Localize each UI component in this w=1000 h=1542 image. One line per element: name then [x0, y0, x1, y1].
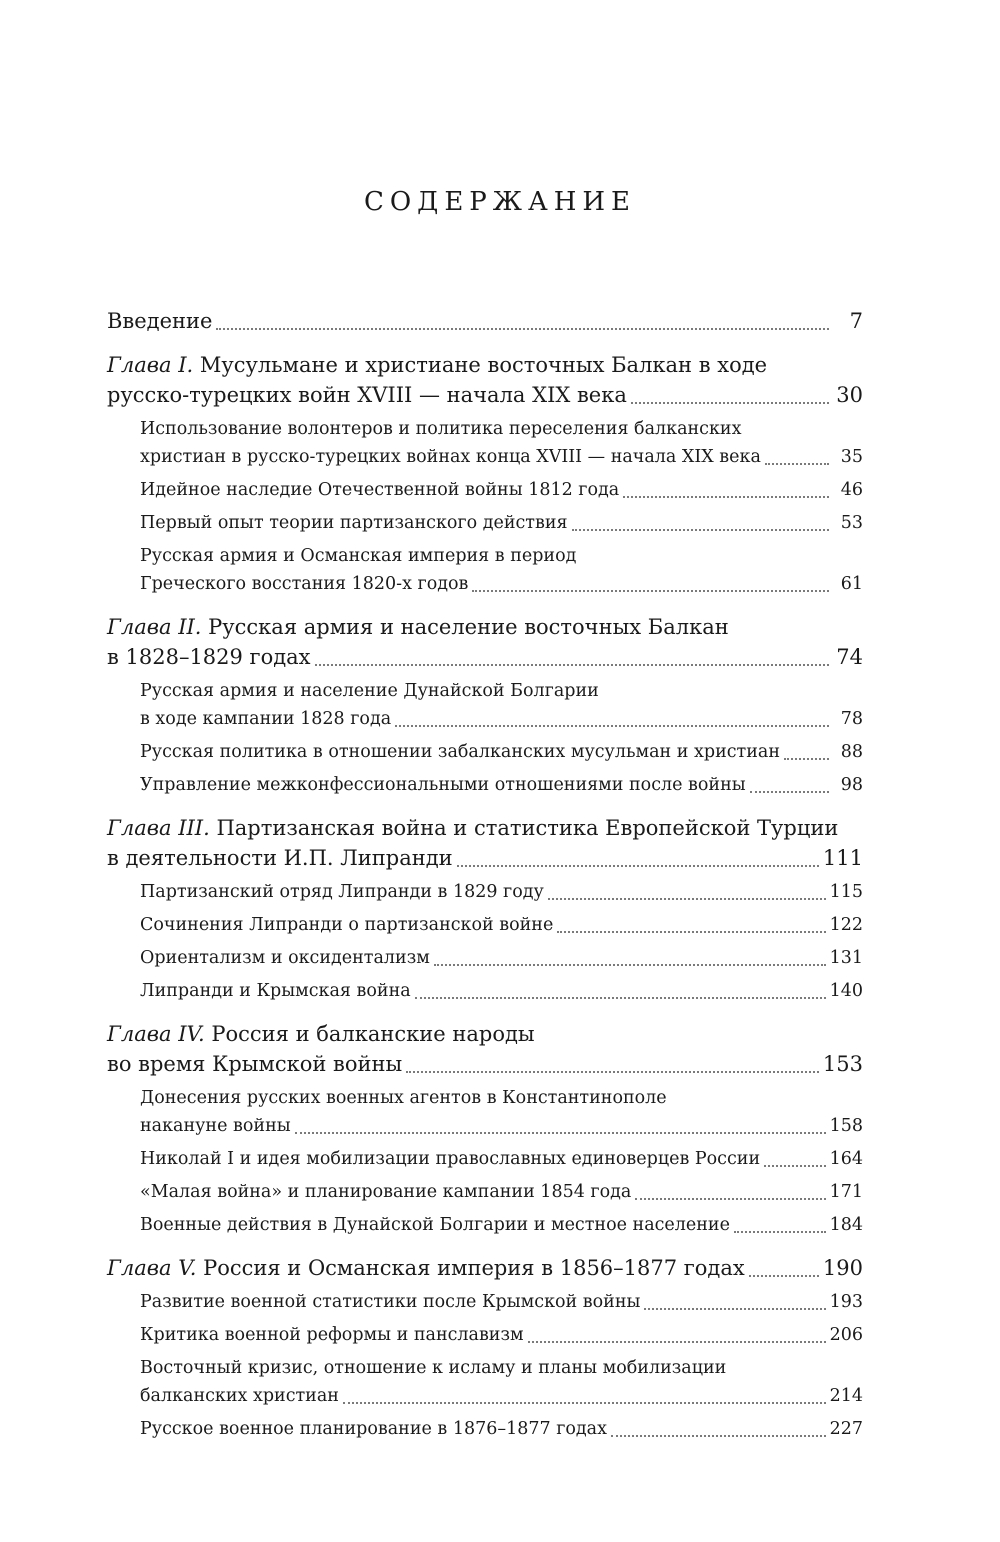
toc-chapter: [107, 813, 863, 1005]
toc-page-number: 35: [840, 447, 863, 467]
toc-page-number: 153: [822, 1052, 863, 1076]
toc-section-title-line: Восточный кризис, отношение к исламу и планы мобилизации: [140, 1358, 727, 1378]
toc-entry-section[interactable]: [107, 878, 863, 906]
toc-entry-title: [107, 843, 453, 873]
toc-entry-title: «Малая война» и планирование кампании 1854 года: [140, 1182, 632, 1202]
toc-entry-title: в ходе кампании 1828 года: [140, 709, 392, 729]
toc-page-number: 7: [849, 309, 863, 333]
toc-page-number: 158: [829, 1116, 863, 1136]
toc-entry-title: Первый опыт теории партизанского действия: [140, 513, 568, 533]
toc-entry-title: Идейное наследие Отечественной войны 1812 года: [140, 480, 620, 500]
toc-page-number: 190: [822, 1256, 863, 1280]
toc-entry-title: христиан в русско-турецких войнах конца XVIII — начала XIX века: [140, 447, 761, 467]
toc-page-number: 171: [829, 1182, 863, 1202]
toc-page-number: 74: [836, 645, 863, 669]
chapter-title-part: Россия и Османская империя в 1856–1877 годах: [196, 1256, 745, 1280]
toc-entry-chapter[interactable]: [107, 642, 863, 672]
chapter-title-part: Русская армия и население восточных Балкан: [201, 615, 729, 639]
toc-entry-title: накануне войны: [140, 1116, 291, 1136]
toc-entry-title: Николай I и идея мобилизации православных единоверцев России: [140, 1149, 761, 1169]
toc-chapter-title-line: [107, 813, 863, 843]
dot-leader: [635, 1198, 825, 1200]
toc-section: [107, 1288, 863, 1316]
dot-leader: [749, 1275, 819, 1277]
dot-leader: [734, 1231, 826, 1233]
dot-leader: [343, 1402, 826, 1404]
page-title: СОДЕРЖАНИЕ: [363, 187, 637, 218]
chapter-number: Глава III.: [107, 816, 210, 840]
toc-entry-section[interactable]: [107, 771, 863, 799]
toc-entry-title: Критика военной реформы и панславизм: [140, 1325, 524, 1345]
toc-section-title-line: Донесения русских военных агентов в Константинополе: [140, 1088, 667, 1108]
toc-chapter: [107, 612, 863, 799]
toc-chapter: [107, 1253, 863, 1443]
dot-leader: [395, 725, 829, 727]
toc-chapter-title-line: [107, 1019, 863, 1049]
toc-chapter: [107, 1019, 863, 1239]
toc-page-number: 184: [829, 1215, 863, 1235]
dot-leader: [750, 791, 829, 793]
toc-page-number: 131: [829, 948, 863, 968]
toc-entry-introduction[interactable]: [107, 306, 863, 336]
toc-chapter-title-line: [107, 350, 863, 380]
toc-section-title-line: Русская армия и население Дунайской Болгарии: [140, 681, 599, 701]
toc-section: [107, 977, 863, 1005]
toc-section: [107, 1354, 863, 1410]
toc-entry-section[interactable]: [107, 911, 863, 939]
dot-leader: [295, 1132, 826, 1134]
toc-section: [107, 415, 863, 471]
toc-entry-chapter[interactable]: [107, 1049, 863, 1079]
toc-section: [107, 476, 863, 504]
dot-leader: [784, 758, 829, 760]
dot-leader: [406, 1071, 819, 1073]
chapter-number: Глава V.: [107, 1256, 197, 1280]
toc-entry-title: Военные действия в Дунайской Болгарии и местное население: [140, 1215, 730, 1235]
toc-page-number: 214: [829, 1386, 863, 1406]
chapter-title-part: Россия и балканские народы: [204, 1022, 535, 1046]
toc-entry-title: Липранди и Крымская война: [140, 981, 411, 1001]
dot-leader: [765, 463, 829, 465]
chapter-title-part: в деятельности И.П. Липранди: [107, 846, 453, 870]
toc-section: [107, 771, 863, 799]
toc-section: [107, 911, 863, 939]
toc-section: [107, 542, 863, 598]
toc-page-number: 111: [822, 846, 863, 870]
toc-page-number: 164: [829, 1149, 863, 1169]
toc-page-number: 122: [829, 915, 863, 935]
toc-chapter: [107, 350, 863, 598]
dot-leader: [631, 402, 829, 404]
toc-section: [107, 1321, 863, 1349]
toc-entry-title: [107, 1253, 745, 1283]
toc-entry-title: Русская политика в отношении забалканских мусульман и христиан: [140, 742, 780, 762]
toc-section-title-line: Русская армия и Османская империя в период: [140, 546, 577, 566]
chapter-title-part: в 1828–1829 годах: [107, 645, 311, 669]
toc-section-title-line: Использование волонтеров и политика переселения балканских: [140, 419, 742, 439]
toc-section: [107, 944, 863, 972]
toc-entry-section[interactable]: [107, 476, 863, 504]
dot-leader: [572, 529, 829, 531]
toc-entry-section[interactable]: [107, 1321, 863, 1349]
chapter-title-part: Партизанская война и статистика Европейской Турции: [209, 816, 839, 840]
toc-section: [107, 1145, 863, 1173]
toc-page-number: 193: [829, 1292, 863, 1312]
toc-entry-section[interactable]: [107, 1382, 863, 1410]
toc-entry-chapter[interactable]: [107, 380, 863, 410]
toc-entry-section[interactable]: [107, 977, 863, 1005]
toc-section: [107, 738, 863, 766]
chapter-number: Глава IV.: [107, 1022, 205, 1046]
toc-entry-title: Ориентализм и оксидентализм: [140, 948, 430, 968]
toc-entry-title: [107, 380, 627, 410]
toc-section: [107, 1211, 863, 1239]
table-of-contents: [107, 306, 863, 1443]
toc-page-number: 88: [840, 742, 863, 762]
toc-entry-section[interactable]: [107, 705, 863, 733]
toc-entry-chapter[interactable]: [107, 1253, 863, 1283]
toc-entry-section[interactable]: [107, 1112, 863, 1140]
toc-entry-section[interactable]: [107, 1288, 863, 1316]
toc-entry-section[interactable]: [107, 570, 863, 598]
toc-chapter-title-line: [107, 612, 863, 642]
dot-leader: [434, 964, 826, 966]
dot-leader: [315, 664, 830, 666]
toc-section: [107, 1084, 863, 1140]
toc-entry-title: Греческого восстания 1820-х годов: [140, 574, 469, 594]
toc-page-number: 115: [829, 882, 863, 902]
toc-entry-title: [107, 1049, 402, 1079]
dot-leader: [548, 898, 826, 900]
toc-page-number: 30: [836, 383, 863, 407]
toc-page-number: 227: [829, 1419, 863, 1439]
toc-entry-title: Сочинения Липранди о партизанской войне: [140, 915, 554, 935]
toc-entry-title: Введение: [107, 309, 213, 333]
dot-leader: [457, 865, 819, 867]
toc-entry-title: Развитие военной статистики после Крымской войны: [140, 1292, 641, 1312]
toc-entry-section[interactable]: [107, 443, 863, 471]
toc-entry-section[interactable]: [107, 1145, 863, 1173]
dot-leader: [623, 496, 829, 498]
toc-entry-title: Управление межконфессиональными отношениями после войны: [140, 775, 746, 795]
toc-section: [107, 1178, 863, 1206]
toc-entry-section[interactable]: [107, 1178, 863, 1206]
toc-entry-title: балканских христиан: [140, 1386, 339, 1406]
chapter-number: Глава II.: [107, 615, 202, 639]
toc-page-number: 140: [829, 981, 863, 1001]
toc-entry-chapter[interactable]: [107, 843, 863, 873]
toc-page-number: 61: [840, 574, 863, 594]
toc-entry-section[interactable]: [107, 738, 863, 766]
dot-leader: [557, 931, 825, 933]
dot-leader: [528, 1341, 826, 1343]
toc-page-number: 98: [840, 775, 863, 795]
toc-entry-title: [107, 642, 311, 672]
toc-entry-section[interactable]: [107, 509, 863, 537]
chapter-title-part: во время Крымской войны: [107, 1052, 403, 1076]
toc-entry-title: Партизанский отряд Липранди в 1829 году: [140, 882, 544, 902]
toc-section: [107, 1415, 863, 1443]
chapter-title-part: Мусульмане и христиане восточных Балкан в ходе: [193, 353, 768, 377]
toc-page-number: 46: [840, 480, 863, 500]
toc-page-number: 53: [840, 513, 863, 533]
dot-leader: [415, 997, 826, 999]
dot-leader: [644, 1308, 825, 1310]
toc-section: [107, 509, 863, 537]
toc-section: [107, 878, 863, 906]
toc-entry-section[interactable]: [107, 944, 863, 972]
chapter-title-part: русско-турецких войн XVIII — начала XIX века: [107, 383, 627, 407]
dot-leader: [611, 1435, 826, 1437]
toc-section: [107, 677, 863, 733]
chapter-number: Глава I.: [107, 353, 194, 377]
toc-page-number: 206: [829, 1325, 863, 1345]
toc-entry-section[interactable]: [107, 1415, 863, 1443]
dot-leader: [764, 1165, 825, 1167]
toc-entry-title: Русское военное планирование в 1876–1877 годах: [140, 1419, 607, 1439]
dot-leader: [216, 328, 829, 330]
toc-page-number: 78: [840, 709, 863, 729]
dot-leader: [472, 590, 829, 592]
toc-entry-section[interactable]: [107, 1211, 863, 1239]
